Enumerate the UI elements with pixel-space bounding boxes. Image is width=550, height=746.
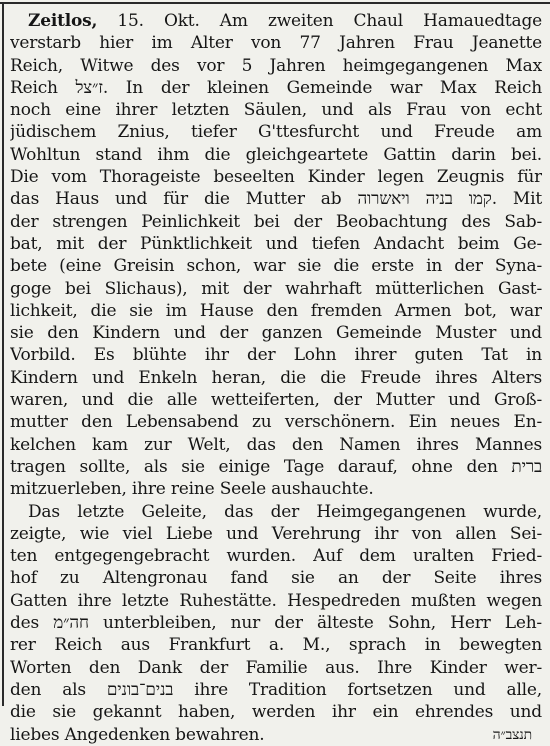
- text-line: zeigte, wie viel Liebe und Verehrung ihr von allen Sei-: [10, 523, 542, 544]
- text-line: mutter den Lebensabend zu verschönern. Ein neues En-: [10, 412, 542, 433]
- text-line: [10, 10, 542, 32]
- text-line: hof zu Altengronau fand sie an der Seite ihres: [10, 568, 542, 589]
- text-line: Vorbild. Es blühte ihr der Lohn ihrer guten Tat in: [10, 345, 542, 366]
- text-line: das Haus und für die Mutter ab קמו בניה ויאשרוה. Mit: [10, 189, 542, 210]
- text-line: goge bei Slichaus), mit der wahrhaft mütterlichen Gast-: [10, 278, 542, 299]
- text-line: Kindern und Enkeln heran, die die Freude ihres Alters: [10, 367, 542, 388]
- text-line: lichkeit, die sie im Hause den fremden Armen bot, war: [10, 300, 542, 321]
- dateline-place: Zeitlos,: [28, 11, 98, 31]
- text-line: bete (eine Greisin schon, war sie die erste in der Syna-: [10, 256, 542, 277]
- text-line: mitzuerleben, ihre reine Seele aushauchte.: [10, 479, 374, 500]
- text-line: Gatten ihre letzte Ruhestätte. Hespedreden mußten wegen: [10, 590, 542, 611]
- text-line: noch eine ihrer letzten Säulen, und als Frau von echt: [10, 100, 542, 121]
- text-line: der strengen Peinlichkeit bei der Beobachtung des Sab-: [10, 211, 542, 232]
- text-line: sie den Kindern und der ganzen Gemeinde Muster und: [10, 323, 542, 344]
- top-border-rule: [0, 2, 550, 4]
- signature-abbreviation: תנצב״ה: [492, 726, 532, 743]
- text-line: Reich ז״צל. In der kleinen Gemeinde war Max Reich: [10, 77, 542, 98]
- dateline-rest: 15. Okt. Am zweiten Chaul Hamauedtage: [97, 11, 542, 31]
- text-line: Das letzte Geleite, das der Heimgegangenen wurde,: [28, 501, 542, 522]
- obituary-article: [10, 10, 542, 746]
- text-line: den als בנים־בונים ihre Tradition fortsetzen und alle,: [10, 679, 542, 700]
- text-line: bat, mit der Pünktlichkeit und tiefen Andacht beim Ge-: [10, 233, 542, 254]
- text-line: tragen sollte, als sie einige Tage darauf, ohne den ברית: [10, 456, 542, 477]
- left-border-rule: [2, 2, 4, 706]
- text-line: ten entgegengebracht wurden. Auf dem uralten Fried-: [10, 546, 542, 567]
- text-line: rer Reich aus Frankfurt a. M., sprach in bewegten: [10, 635, 542, 656]
- text-line: waren, und die alle wetteiferten, der Mutter und Groß-: [10, 390, 542, 411]
- text-line: des חה״מ unterbleiben, nur der älteste Sohn, Herr Leh-: [10, 613, 542, 634]
- text-line: jüdischem Znius, tiefer G'ttesfurcht und Freude am: [10, 122, 542, 143]
- text-line: die sie gekannt haben, werden ihr ein ehrendes und: [10, 702, 542, 723]
- last-line-wrapper: [10, 724, 542, 746]
- text-line: kelchen kam zur Welt, das den Namen ihres Mannes: [10, 434, 542, 455]
- text-line: Reich, Witwe des vor 5 Jahren heimgegangenen Max: [10, 55, 542, 76]
- text-line: Wohltun stand ihm die gleichgeartete Gattin darin bei.: [10, 144, 542, 165]
- text-line: verstarb hier im Alter von 77 Jahren Frau Jeanette: [10, 33, 542, 54]
- text-line: Die vom Thorageiste beseelten Kinder legen Zeugnis für: [10, 167, 542, 188]
- text-line: liebes Angedenken bewahren.: [10, 724, 265, 745]
- text-line: Worten den Dank der Familie aus. Ihre Kinder wer-: [10, 657, 542, 678]
